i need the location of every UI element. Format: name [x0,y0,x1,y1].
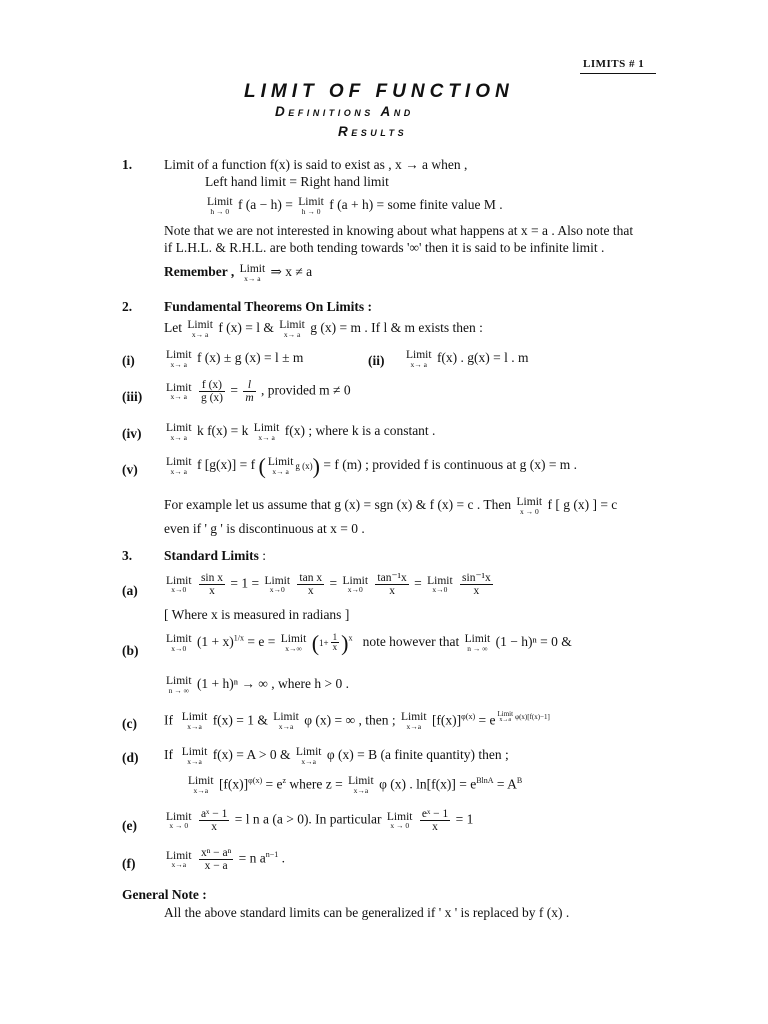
item-iii-expr: Limit x→ a $\frac{f (x)}{g (x)}$ = $\frac{l}{m}$ , provided m ≠ 0 [166,379,351,405]
item-a-note: [ Where x is measured in radians ] [164,607,350,622]
sec1-equation: Limit h → 0 f (a − h) = Limit h → 0 f (a + h) = some finite value M . [207,196,503,216]
page-header: LIMITS # 1 [583,58,645,70]
sec2-let: Let Limit x→ a f (x) = l & Limit x→ a g (x) = m . If l & m exists then : [164,319,483,339]
sec1-note-2: if L.H.L. & R.H.L. are both tending towards '∞' then it is said to be infinite limit . [164,240,605,255]
item-i-expr: Limit x→ a f (x) ± g (x) = l ± m [166,349,304,369]
limit-operator: Limit h → 0 [298,196,324,216]
sec1-note-1: Note that we are not interested in knowing about what happens at x = a . Also note that [164,223,634,238]
title-line-2: Definitions And [275,104,414,119]
item-ii-label: (ii) [368,353,385,368]
sec2-example-1: For example let us assume that g (x) = sgn (x) & f (x) = c . Then Limit x → 0 f [ g (x) ] = c [164,496,618,516]
section-3-heading: Standard Limits : [164,548,267,563]
sec1-remember: Remember , Limit x→ a ⇒ x ≠ a [164,263,313,283]
sec2-example-2: even if ' g ' is discontinuous at x = 0 . [164,521,365,536]
item-v-label: (v) [122,462,138,477]
item-a-label: (a) [122,583,138,598]
item-b-continued: Limit n → ∞ (1 + h)ⁿ → ∞ , where h > 0 . [166,675,350,695]
limit-operator: Limit h → 0 [207,196,233,216]
item-d-expr: If Limit x→a f(x) = A > 0 & Limit x→a φ (x) = B (a finite quantity) then ; [164,746,509,766]
item-f-label: (f) [122,856,136,871]
item-a-expr: Limit x→0 $\frac{\text{sin x}}{x}$ = 1 = Limit x→0 $\frac{\text{tan x}}{x}$ = Limit x→0 $\frac{\text{tan⁻¹x}}{x}$ = Limit x→0 $\frac{\text{sin⁻¹x}}{x}$ [166,572,491,598]
item-iv-label: (iv) [122,426,142,441]
item-ii-expr: Limit x→ a f(x) . g(x) = l . m [406,349,529,369]
item-c-label: (c) [122,716,137,731]
general-note-heading: General Note : [122,887,207,902]
title-line-3: Results [338,124,408,139]
section-1-number: 1. [122,157,133,172]
item-d-label: (d) [122,750,139,765]
item-e-label: (e) [122,818,137,833]
section-2-number: 2. [122,299,133,314]
header-rule [580,73,656,74]
item-d-result: Limit x→a $[f(x)]^{\varphi(x)} = e^z$ where z = Limit x→a φ (x) . $\ln[f(x)] = e^{BlnA} = A^B$ [188,775,523,796]
item-f-expr: Limit x→a $\frac{\text{xⁿ − aⁿ}}{x - a}$ = n $a^{n-1}$ . [166,847,286,873]
item-iii-label: (iii) [122,389,143,404]
general-note-text: All the above standard limits can be generalized if ' x ' is replaced by f (x) . [164,905,570,920]
title-line-1: LIMIT OF FUNCTION [244,81,514,102]
item-b-label: (b) [122,643,139,658]
sec1-line1: Limit of a function f(x) is said to exist as , x → a when , [164,157,468,172]
sec1-line2: Left hand limit = Right hand limit [205,174,389,189]
section-3-number: 3. [122,548,133,563]
item-e-expr: Limit x → 0 $\frac{\text{aˣ − 1}}{x}$ = l n a (a > 0). In particular Limit x → 0 $\frac{\text{eˣ − 1}}{x}$ = 1 [166,808,474,834]
item-v-expr: Limit x→ a f [g(x)] = f ( Limit x→ a g (x)) = f (m) ; provided f is continuous at g (x) = m . [166,453,578,479]
item-i-label: (i) [122,353,135,368]
item-b-expr: Limit x→0 $(1 + x)^{1/x} = e$ = Limit x→∞ (1+ $\frac{1}{x}$ )$^x$ note however that Limit n → ∞ (1 − h)ⁿ = 0 & [166,630,572,656]
item-iv-expr: Limit x→ a k f(x) = k Limit x→ a f(x) ; where k is a constant . [166,422,436,442]
section-2-heading: Fundamental Theorems On Limits : [164,299,373,314]
item-c-expr: If Limit x→a f(x) = 1 & Limit x→a φ (x) = ∞ , then ; Limit x→a $[f(x)]^{\varphi(x)} = e$ $^{Limit x\to a \varphi(x)[f(x)-1]}$ [164,710,550,732]
